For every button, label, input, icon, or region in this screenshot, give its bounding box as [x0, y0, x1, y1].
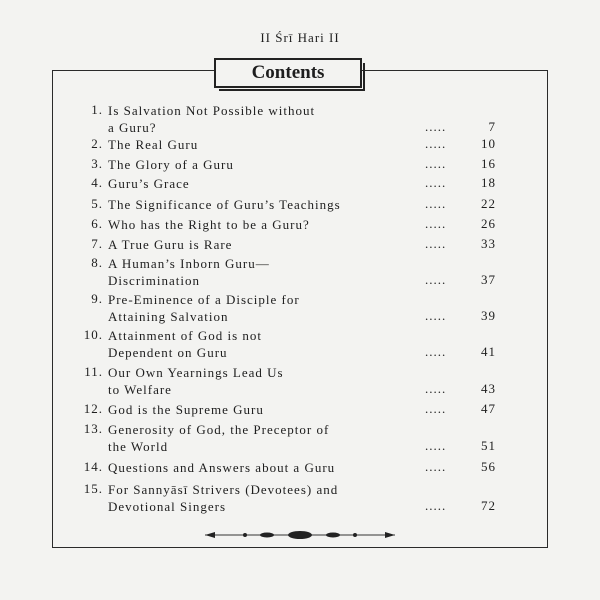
toc-number: 10.: [83, 327, 103, 342]
toc-title: Who has the Right to be a Guru?: [108, 217, 310, 232]
toc-number: 6.: [91, 216, 103, 231]
toc-number: 8.: [91, 255, 103, 270]
toc-number: 9.: [91, 291, 103, 306]
toc-title: Attaining Salvation: [108, 309, 229, 324]
toc-number: 3.: [91, 156, 103, 171]
toc-number: 2.: [91, 136, 103, 151]
toc-title: Our Own Yearnings Lead Us: [108, 365, 284, 380]
toc-page-number: 26: [481, 216, 496, 231]
toc-page-number: 43: [481, 381, 496, 396]
contents-title: Contents: [214, 58, 362, 88]
toc-title: Guru’s Grace: [108, 176, 190, 191]
toc-title: Discrimination: [108, 273, 200, 288]
toc-leader-dots: .....: [425, 308, 447, 323]
toc-leader-dots: .....: [425, 175, 447, 190]
toc-leader-dots: .....: [425, 498, 447, 513]
toc-leader-dots: .....: [425, 381, 447, 396]
toc-leader-dots: .....: [425, 459, 447, 474]
toc-number: 4.: [91, 175, 103, 190]
toc-page-number: 39: [481, 308, 496, 323]
toc-title: A True Guru is Rare: [108, 237, 233, 252]
toc-number: 7.: [91, 236, 103, 251]
toc-leader-dots: .....: [425, 119, 447, 134]
toc-page-number: 22: [481, 196, 496, 211]
toc-title: to Welfare: [108, 382, 172, 397]
toc-title: Attainment of God is not: [108, 328, 262, 343]
page-header: II Śrī Hari II: [260, 30, 340, 45]
toc-title: The Glory of a Guru: [108, 157, 234, 172]
toc-title: Is Salvation Not Possible without: [108, 103, 316, 118]
toc-title: The Real Guru: [108, 137, 199, 152]
toc-page-number: 51: [481, 438, 496, 453]
toc-title: For Sannyāsī Strivers (Devotees) and: [108, 482, 339, 497]
toc-leader-dots: .....: [425, 344, 447, 359]
toc-page-number: 56: [481, 459, 496, 474]
toc-title: Generosity of God, the Preceptor of: [108, 422, 330, 437]
toc-number: 15.: [83, 481, 103, 496]
toc-page-number: 41: [481, 344, 496, 359]
toc-page-number: 18: [481, 175, 496, 190]
toc-title: a Guru?: [108, 120, 157, 135]
toc-number: 13.: [83, 421, 103, 436]
toc-leader-dots: .....: [425, 438, 447, 453]
toc-leader-dots: .....: [425, 156, 447, 171]
toc-title: Devotional Singers: [108, 499, 227, 514]
toc-number: 12.: [83, 401, 103, 416]
toc-page-number: 47: [481, 401, 496, 416]
toc-page-number: 37: [481, 272, 496, 287]
toc-leader-dots: .....: [425, 236, 447, 251]
toc-page-number: 10: [481, 136, 496, 151]
toc-title: A Human’s Inborn Guru—: [108, 256, 270, 271]
toc-page-number: 16: [481, 156, 496, 171]
toc-number: 14.: [83, 459, 103, 474]
toc-leader-dots: .....: [425, 272, 447, 287]
toc-page-number: 33: [481, 236, 496, 251]
toc-title: Questions and Answers about a Guru: [108, 460, 336, 475]
toc-title: God is the Supreme Guru: [108, 402, 264, 417]
toc-leader-dots: .....: [425, 216, 447, 231]
toc-title: Pre-Eminence of a Disciple for: [108, 292, 300, 307]
toc-title: The Significance of Guru’s Teachings: [108, 197, 341, 212]
toc-leader-dots: .....: [425, 196, 447, 211]
ornament-divider-icon: [205, 528, 395, 542]
toc-number: 5.: [91, 196, 103, 211]
toc-title: Dependent on Guru: [108, 345, 228, 360]
toc-number: 1.: [91, 102, 103, 117]
toc-title: the World: [108, 439, 169, 454]
toc-page-number: 72: [481, 498, 496, 513]
toc-number: 11.: [84, 364, 103, 379]
toc-page-number: 7: [488, 119, 496, 134]
toc-leader-dots: .....: [425, 136, 447, 151]
toc-leader-dots: .....: [425, 401, 447, 416]
